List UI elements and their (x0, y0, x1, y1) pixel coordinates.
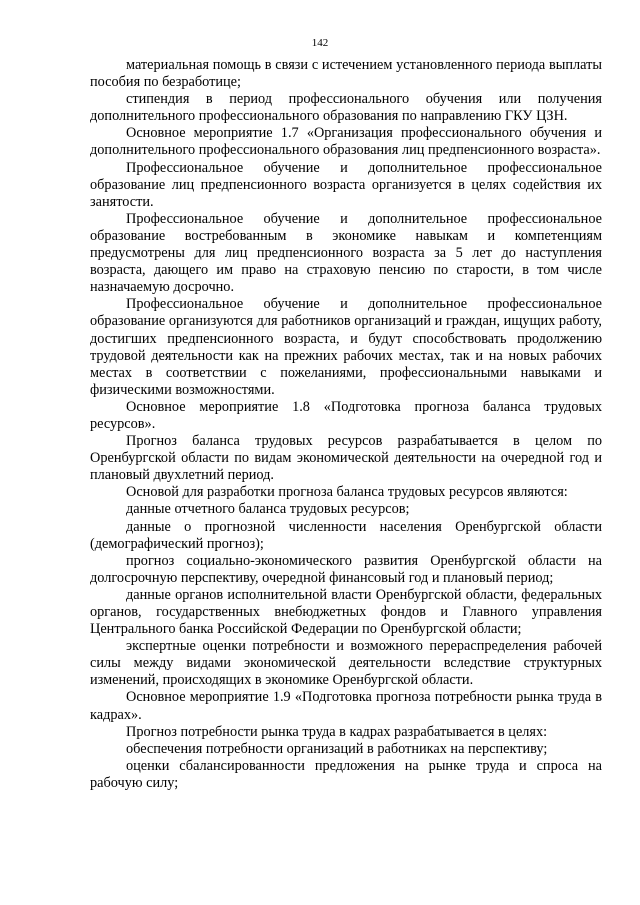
paragraph: Профессиональное обучение и дополнительное профессиональное образование организуются для работников организаций и граждан, ищущих работу, достигших предпенсионного возраста, и будут способствовать продолжению трудовой деятельности как на прежних рабочих местах, так и на новых рабочих местах в соответствии с пожеланиями, профессиональными навыками и физическими возможностями. (90, 296, 602, 398)
document-body (90, 57, 602, 792)
section-heading-paragraph: Основное мероприятие 1.9 «Подготовка прогноза потребности рынка труда в кадрах». (90, 689, 602, 723)
list-item: прогноз социально-экономического развития Оренбургской области на долгосрочную перспективу, очередной финансовый год и плановый период; (90, 552, 602, 586)
list-item: данные о прогнозной численности населения Оренбургской области (демографический прогноз); (90, 518, 602, 552)
list-item: обеспечения потребности организаций в работниках на перспективу; (126, 740, 548, 757)
paragraph: Профессиональное обучение и дополнительное профессиональное образование востребованным в экономике навыкам и компетенциям предусмотрены для лиц предпенсионного возраста за 5 лет до наступления возраста, дающего им право на страховую пенсию по старости, в том числе назначаемую досрочно. (90, 210, 602, 296)
section-heading-paragraph: Основное мероприятие 1.7 «Организация профессионального обучения и дополнительного профессионального образования лиц предпенсионного возраста». (90, 125, 602, 159)
paragraph: Основой для разработки прогноза баланса трудовых ресурсов являются: (126, 484, 568, 501)
section-heading-paragraph: Основное мероприятие 1.8 «Подготовка прогноза баланса трудовых ресурсов». (90, 398, 602, 432)
paragraph: стипендия в период профессионального обучения или получения дополнительного профессионального образования по направлению ГКУ ЦЗН. (90, 91, 602, 125)
paragraph: Прогноз баланса трудовых ресурсов разрабатывается в целом по Оренбургской области по видам экономической деятельности на очередной год и плановый двухлетний период. (90, 433, 602, 484)
paragraph: Прогноз потребности рынка труда в кадрах разрабатывается в целях: (126, 723, 548, 740)
list-item: данные отчетного баланса трудовых ресурсов; (126, 501, 410, 518)
list-item: экспертные оценки потребности и возможного перераспределения рабочей силы между видами экономической деятельности вследствие структурных изменений, происходящих в экономике Оренбургской области. (90, 638, 602, 689)
paragraph: Профессиональное обучение и дополнительное профессиональное образование лиц предпенсионного возраста организуется в целях содействия их занятости. (90, 159, 602, 210)
paragraph: материальная помощь в связи с истечением установленного периода выплаты пособия по безработице; (90, 57, 602, 91)
page-number: 142 (311, 37, 329, 49)
list-item: оценки сбалансированности предложения на рынке труда и спроса на рабочую силу; (90, 757, 602, 791)
list-item: данные органов исполнительной власти Оренбургской области, федеральных органов, государственных внебюджетных фондов и Главного управления Центрального банка Российской Федерации по Оренбургской области; (90, 586, 602, 638)
